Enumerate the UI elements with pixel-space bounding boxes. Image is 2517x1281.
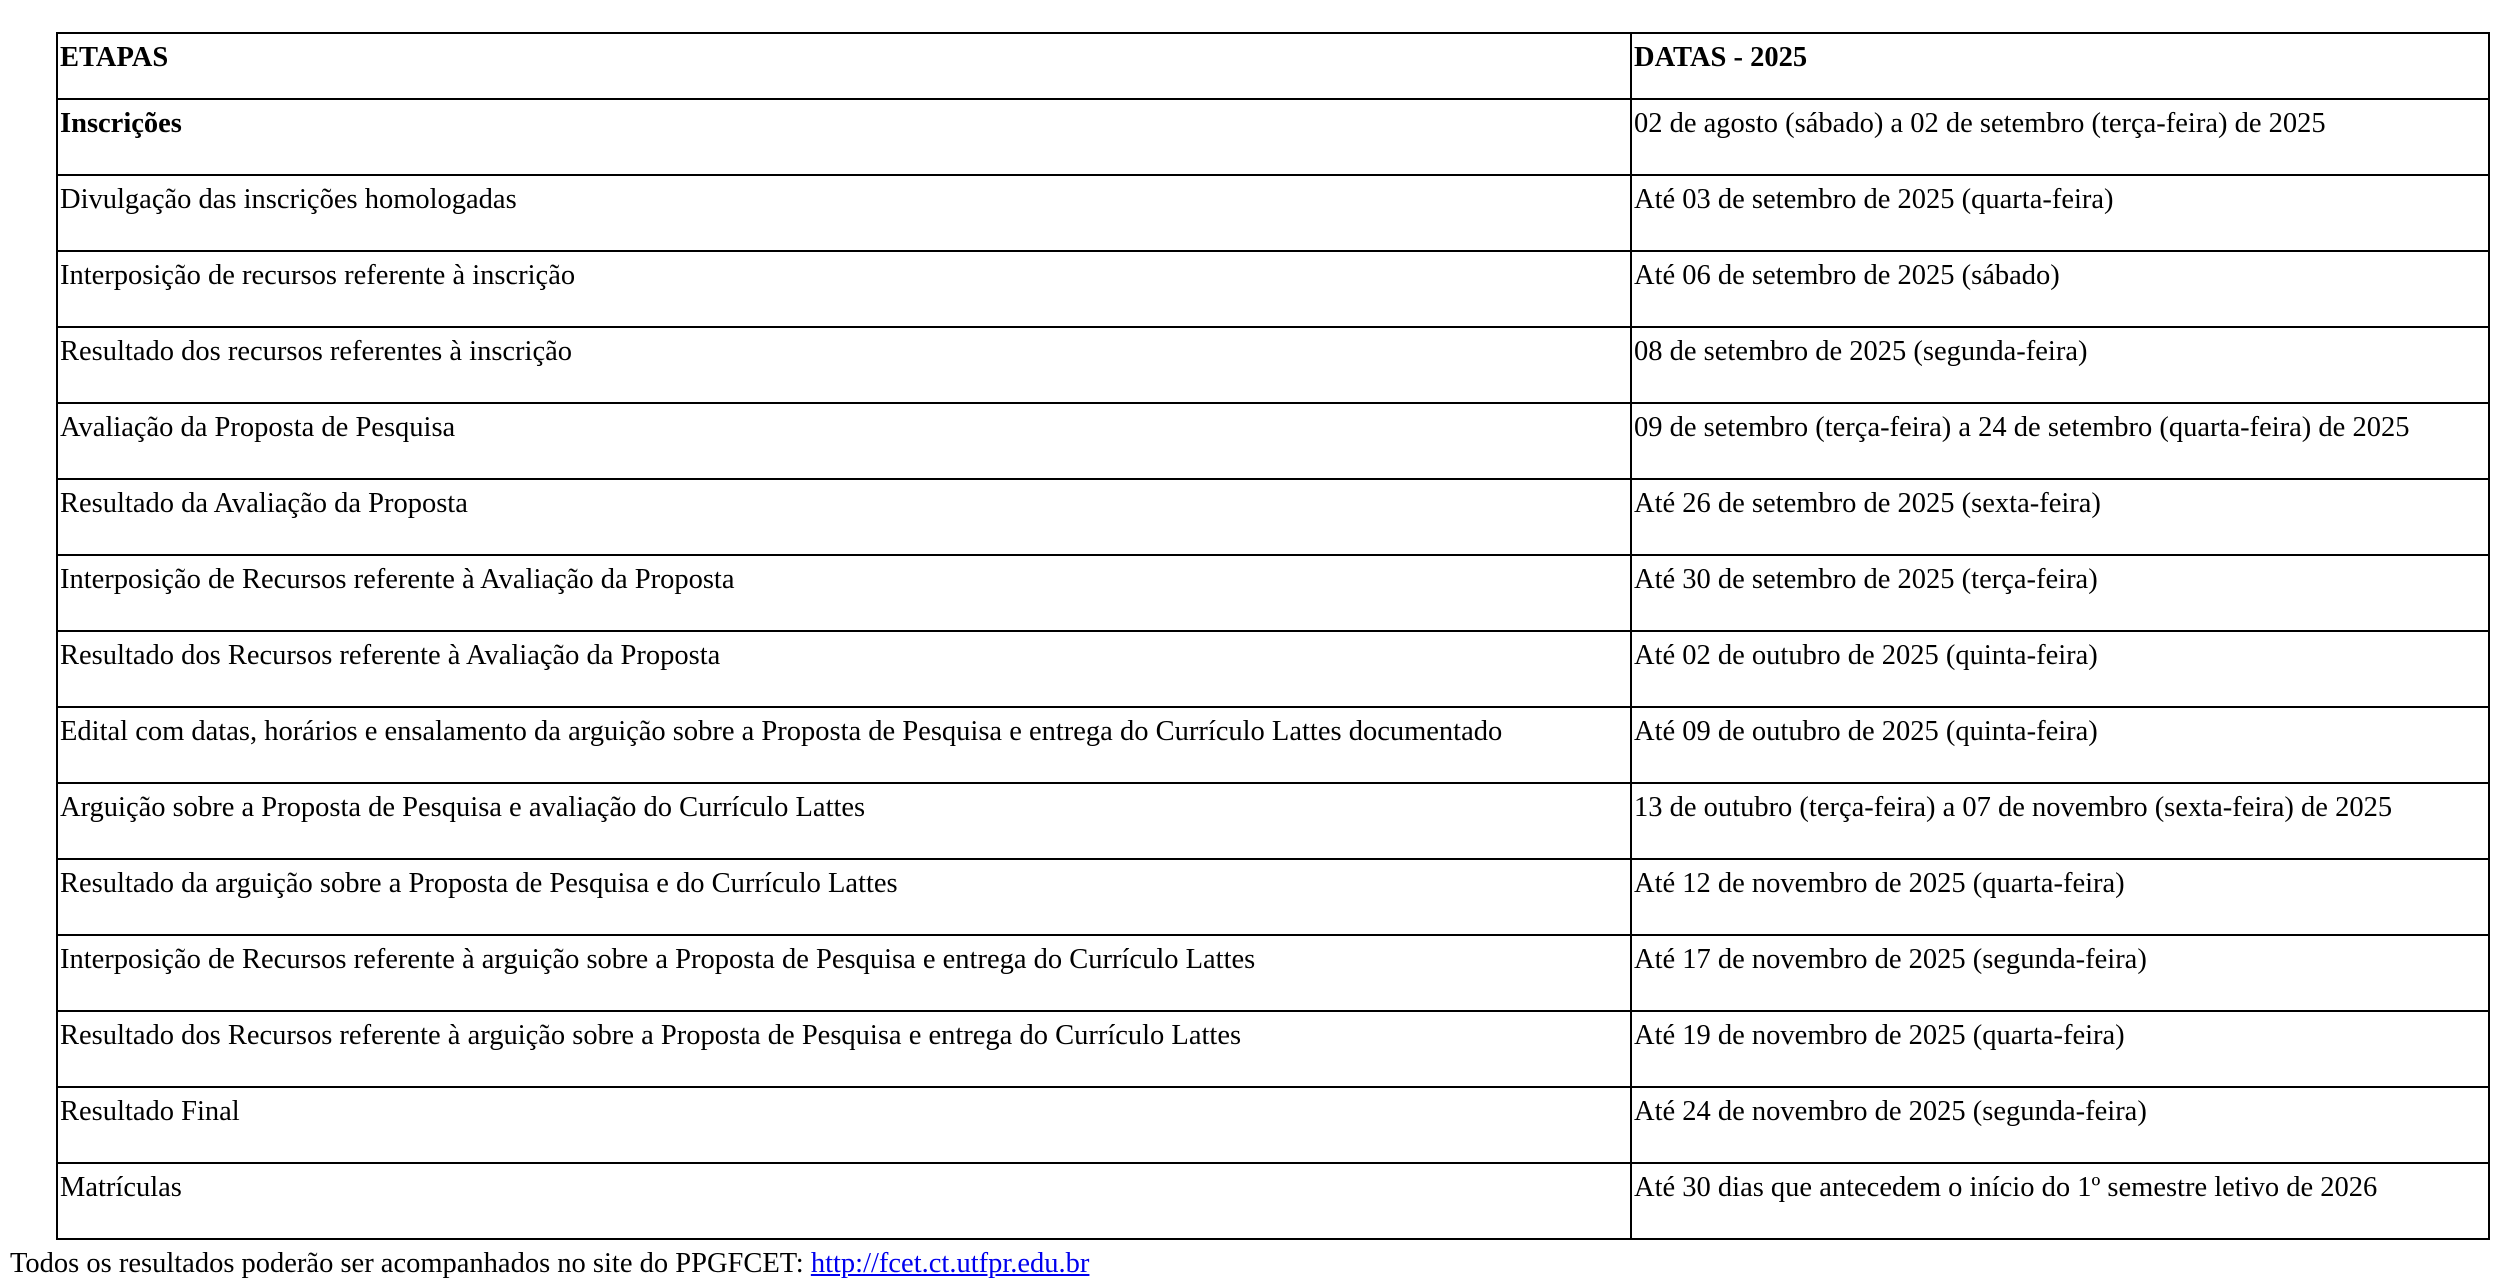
step-cell: Resultado dos Recursos referente à arguição sobre a Proposta de Pesquisa e entrega do Currículo Lattes (57, 1011, 1631, 1087)
table-header-row (57, 33, 2489, 99)
step-cell: Inscrições (57, 99, 1631, 175)
step-cell: Interposição de Recursos referente à Avaliação da Proposta (57, 555, 1631, 631)
step-cell: Resultado dos recursos referentes à inscrição (57, 327, 1631, 403)
table-row (57, 631, 2489, 707)
table-row (57, 251, 2489, 327)
schedule-table (56, 32, 2490, 1240)
footer-note (10, 1248, 1089, 1281)
date-cell: Até 19 de novembro de 2025 (quarta-feira) (1631, 1011, 2489, 1087)
table-row (57, 555, 2489, 631)
header-etapas: ETAPAS (57, 33, 1631, 99)
table-row (57, 1163, 2489, 1239)
table-row (57, 479, 2489, 555)
date-cell: Até 24 de novembro de 2025 (segunda-feira) (1631, 1087, 2489, 1163)
table-row (57, 707, 2489, 783)
date-cell: Até 12 de novembro de 2025 (quarta-feira) (1631, 859, 2489, 935)
table-row (57, 1087, 2489, 1163)
table-row (57, 175, 2489, 251)
step-cell: Avaliação da Proposta de Pesquisa (57, 403, 1631, 479)
header-datas: DATAS - 2025 (1631, 33, 2489, 99)
date-cell: 09 de setembro (terça-feira) a 24 de setembro (quarta-feira) de 2025 (1631, 403, 2489, 479)
date-cell: 08 de setembro de 2025 (segunda-feira) (1631, 327, 2489, 403)
step-cell: Resultado dos Recursos referente à Avaliação da Proposta (57, 631, 1631, 707)
step-cell: Matrículas (57, 1163, 1631, 1239)
step-cell: Resultado da arguição sobre a Proposta de Pesquisa e do Currículo Lattes (57, 859, 1631, 935)
table-row (57, 403, 2489, 479)
date-cell: Até 09 de outubro de 2025 (quinta-feira) (1631, 707, 2489, 783)
step-cell: Edital com datas, horários e ensalamento da arguição sobre a Proposta de Pesquisa e entrega do Currículo Lattes documentado (57, 707, 1631, 783)
table-row (57, 99, 2489, 175)
date-cell: Até 03 de setembro de 2025 (quarta-feira) (1631, 175, 2489, 251)
table-row (57, 859, 2489, 935)
step-cell: Arguição sobre a Proposta de Pesquisa e avaliação do Currículo Lattes (57, 783, 1631, 859)
footer-site-link[interactable]: http://fcet.ct.utfpr.edu.br (810, 1248, 1090, 1279)
footer-text: Todos os resultados poderão ser acompanhados no site do PPGFCET: (10, 1248, 811, 1279)
step-cell: Divulgação das inscrições homologadas (57, 175, 1631, 251)
date-cell: Até 30 de setembro de 2025 (terça-feira) (1631, 555, 2489, 631)
date-cell: 02 de agosto (sábado) a 02 de setembro (terça-feira) de 2025 (1631, 99, 2489, 175)
step-cell: Interposição de Recursos referente à arguição sobre a Proposta de Pesquisa e entrega do Currículo Lattes (57, 935, 1631, 1011)
date-cell: Até 30 dias que antecedem o início do 1º semestre letivo de 2026 (1631, 1163, 2489, 1239)
table-row (57, 1011, 2489, 1087)
date-cell: 13 de outubro (terça-feira) a 07 de novembro (sexta-feira) de 2025 (1631, 783, 2489, 859)
table-row (57, 935, 2489, 1011)
table-row (57, 327, 2489, 403)
date-cell: Até 02 de outubro de 2025 (quinta-feira) (1631, 631, 2489, 707)
step-cell: Resultado Final (57, 1087, 1631, 1163)
step-cell: Interposição de recursos referente à inscrição (57, 251, 1631, 327)
date-cell: Até 26 de setembro de 2025 (sexta-feira) (1631, 479, 2489, 555)
step-cell: Resultado da Avaliação da Proposta (57, 479, 1631, 555)
table-row (57, 783, 2489, 859)
date-cell: Até 06 de setembro de 2025 (sábado) (1631, 251, 2489, 327)
date-cell: Até 17 de novembro de 2025 (segunda-feira) (1631, 935, 2489, 1011)
